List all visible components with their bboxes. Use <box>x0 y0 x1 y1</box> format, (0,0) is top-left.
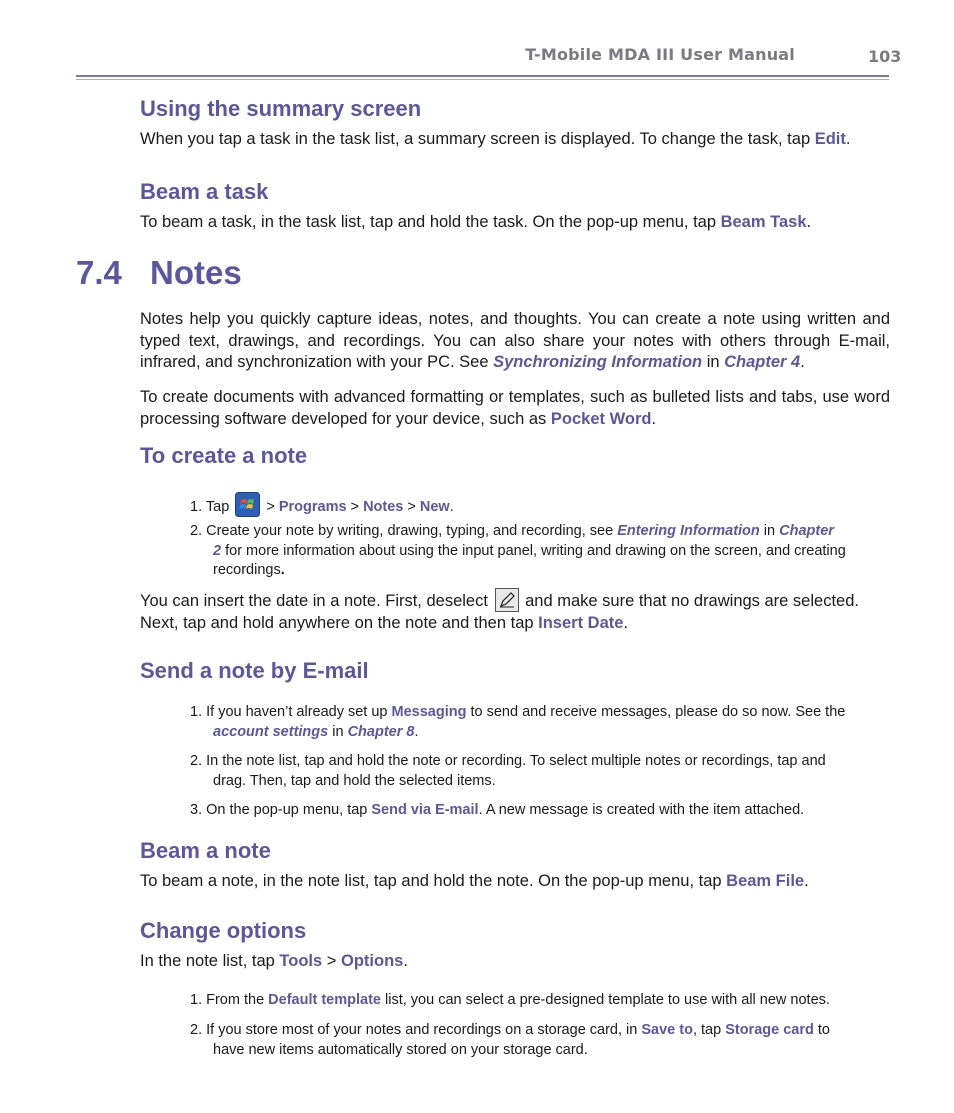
tools-label: Tools <box>279 952 323 970</box>
notes-formatting-paragraph: To create documents with advanced formatting or templates, such as bulleted lists and tabs, use word processing software developed for your device, such as Pocket Word. <box>140 388 890 428</box>
options-step-2: 2. If you store most of your notes and recordings on a storage card, in Save to, tap Storage card to have new items automatically stored on your storage card. <box>190 1022 830 1058</box>
heading-beam-note: Beam a note <box>140 838 271 863</box>
beam-file-label: Beam File <box>726 872 805 890</box>
default-template-label: Default template <box>268 992 381 1008</box>
send-via-email-label: Send via E-mail <box>371 802 479 818</box>
storage-card-label: Storage card <box>725 1022 814 1038</box>
beam-task-label: Beam Task <box>720 213 807 231</box>
ref-chapter-8: Chapter 8 <box>347 723 415 740</box>
section-number: 7.4 <box>76 254 122 291</box>
notes-label: Notes <box>363 499 404 515</box>
ref-chapter-4: Chapter 4 <box>724 353 801 371</box>
page-number: 103 <box>868 47 902 66</box>
pen-tool-icon <box>495 588 519 612</box>
insert-date-label: Insert Date <box>538 613 624 632</box>
email-step-1: 1. If you haven’t already set up Messaging to send and receive messages, please do so now. See the account settings in Chapter 8. <box>190 704 846 740</box>
heading-change-options: Change options <box>140 918 307 943</box>
notes-intro-paragraph: Notes help you quickly capture ideas, notes, and thoughts. You can create a note using written and typed text, drawings, and recordings. You can also share your notes with others through E-mail, infrared, and synchronization with your PC. See Synchronizing Information in Chapter 4. <box>140 310 890 371</box>
section-heading-notes <box>76 254 242 292</box>
header-rule-thin <box>76 79 889 80</box>
messaging-label: Messaging <box>391 704 467 720</box>
heading-beam-task: Beam a task <box>140 179 269 204</box>
email-step-2: 2. In the note list, tap and hold the note or recording. To select multiple notes or recordings, tap and drag. Then, tap and hold the selected items. <box>190 753 826 789</box>
beam-task-paragraph: To beam a task, in the task list, tap and hold the task. On the pop-up menu, tap Beam Task. <box>140 213 812 231</box>
manual-title: T-Mobile MDA III User Manual <box>525 45 795 64</box>
ref-chapter-2b: 2 <box>213 542 222 559</box>
ref-entering-information: Entering Information <box>617 523 760 539</box>
heading-send-email: Send a note by E-mail <box>140 658 369 683</box>
pocket-word-label: Pocket Word <box>550 409 652 428</box>
create-step-2: 2. Create your note by writing, drawing, typing, and recording, see Entering Information in Chapter 2 for more information about using the input panel, writing and drawing on the screen, and creating recordings. <box>190 523 846 578</box>
summary-paragraph: When you tap a task in the task list, a summary screen is displayed. To change the task, tap Edit. <box>140 130 851 148</box>
programs-label: Programs <box>278 499 347 515</box>
create-step-1: 1. Tap > Programs > Notes > New. <box>190 492 890 518</box>
heading-summary-screen: Using the summary screen <box>140 96 422 121</box>
section-title: Notes <box>150 254 242 291</box>
save-to-label: Save to <box>641 1022 693 1038</box>
email-step-3: 3. On the pop-up menu, tap Send via E-mail. A new message is created with the item attached. <box>190 802 805 818</box>
heading-create-note: To create a note <box>140 443 308 468</box>
edit-link: Edit <box>814 130 846 148</box>
options-intro: In the note list, tap Tools > Options. <box>140 952 408 970</box>
ref-chapter-2a: Chapter <box>779 523 834 539</box>
windows-start-icon <box>235 492 260 517</box>
beam-note-paragraph: To beam a note, in the note list, tap and hold the note. On the pop-up menu, tap Beam File. <box>140 872 809 890</box>
header-rule <box>76 75 889 77</box>
ref-account-settings: account settings <box>213 723 329 740</box>
options-step-1: 1. From the Default template list, you can select a pre-designed template to use with all new notes. <box>190 992 830 1008</box>
insert-date-paragraph: You can insert the date in a note. First, deselect and make sure that no drawings are selected. Next, tap and hold anywhere on the note and then tap Insert Date. <box>140 588 890 634</box>
options-label: Options <box>341 952 404 970</box>
ref-synchronizing-information: Synchronizing Information <box>493 353 703 371</box>
new-label: New <box>419 499 450 515</box>
